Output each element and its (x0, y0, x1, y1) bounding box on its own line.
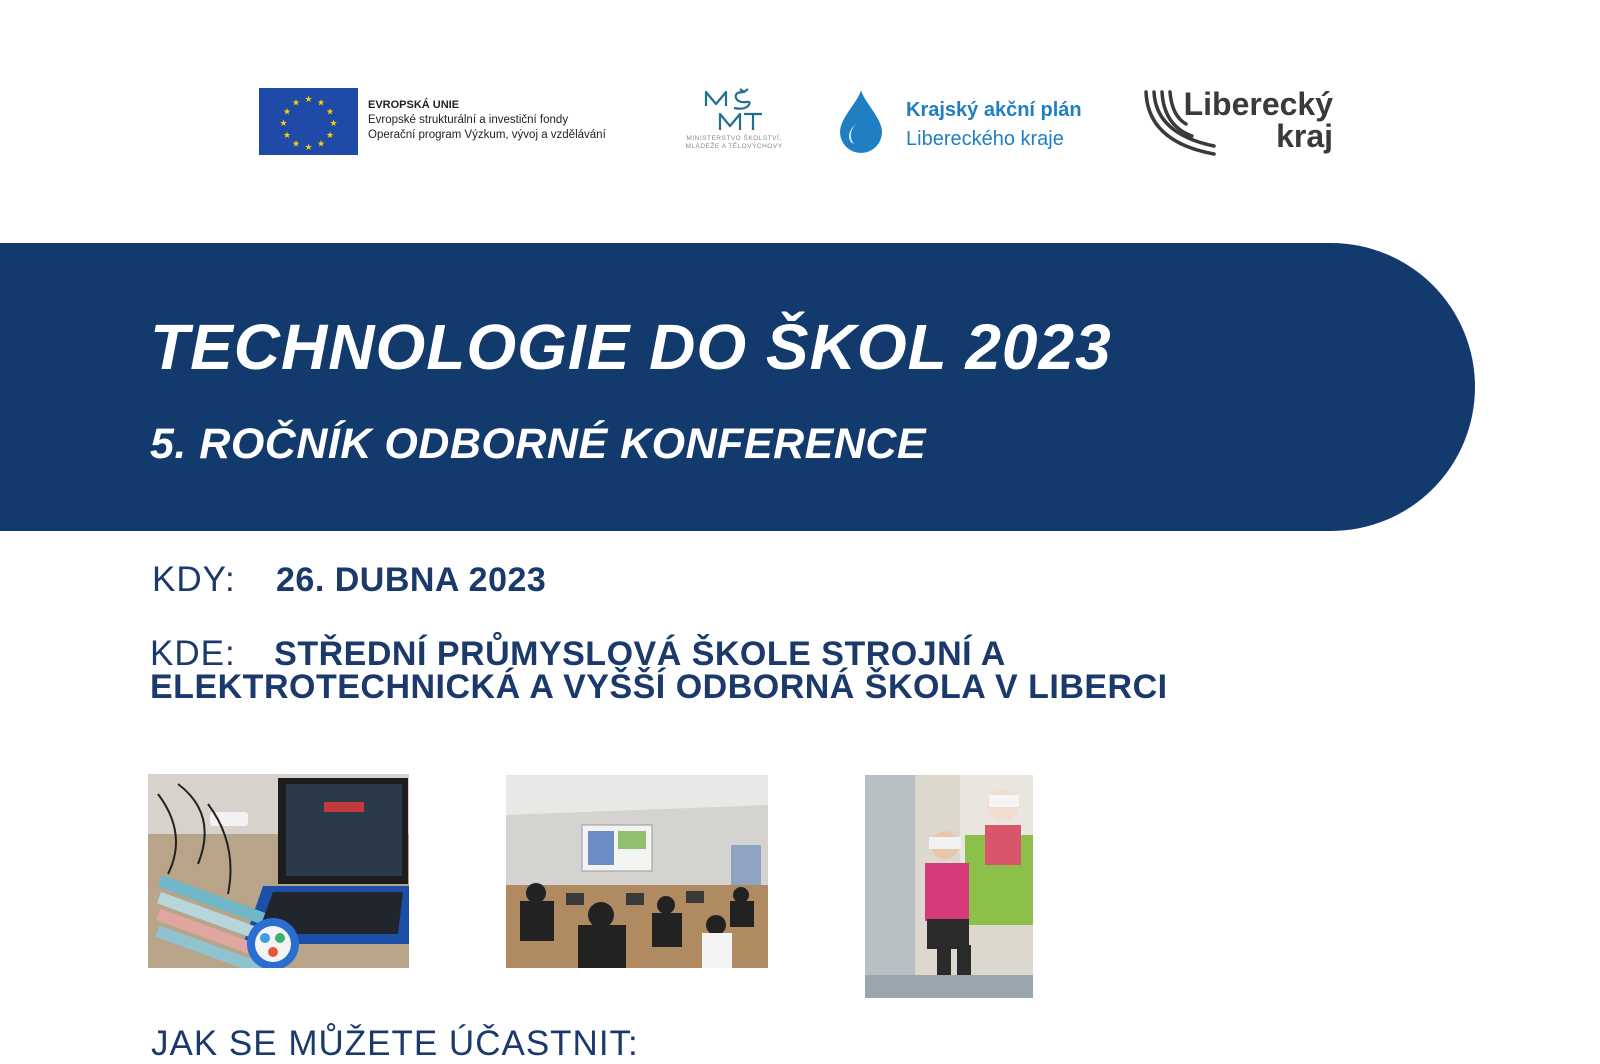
title-banner (0, 243, 1475, 531)
event-subtitle: 5. ROČNÍK ODBORNÉ KONFERENCE (150, 420, 927, 468)
msmt-logo-line2: MLÁDEŽE A TĚLOVÝCHOVY (685, 143, 783, 150)
svg-text:★: ★ (329, 118, 338, 128)
venue-value-line2: ELEKTROTECHNICKÁ A VYŠŠÍ ODBORNÁ ŠKOLA V LIBERCI (150, 668, 1168, 706)
svg-text:★: ★ (304, 142, 313, 152)
liberecky-kraj-line2: kraj (1276, 118, 1333, 154)
eu-logo-line2: Evropské strukturální a investiční fondy (368, 114, 569, 126)
svg-text:★: ★ (316, 138, 326, 149)
date-label: KDY: (152, 560, 236, 599)
event-title: TECHNOLOGIE DO ŠKOL 2023 (150, 311, 1112, 383)
msmt-logo-text (668, 135, 800, 151)
venue-value-line1: STŘEDNÍ PRŮMYSLOVÁ ŠKOLE STROJNÍ A (274, 635, 1006, 673)
msmt-logo-mark (700, 88, 770, 134)
liberecky-kraj-line1: Liberecký (1183, 86, 1333, 122)
eu-logo-line3: Operační program Výzkum, vývoj a vzdělávání (368, 129, 606, 141)
kap-logo-text (906, 96, 1082, 154)
kap-logo-line1: Krajský akční plán (906, 99, 1082, 121)
water-drop-icon (836, 88, 886, 156)
event-venue-row (150, 634, 1480, 707)
svg-text:★: ★ (282, 130, 292, 140)
svg-text:★: ★ (316, 97, 326, 108)
svg-text:★: ★ (282, 106, 292, 117)
date-value: 26. DUBNA 2023 (276, 561, 547, 599)
venue-label: KDE: (150, 634, 236, 673)
eu-logo-title: EVROPSKÁ UNIE (368, 99, 460, 111)
liberecky-kraj-logo-text (1173, 88, 1333, 152)
svg-text:★: ★ (279, 118, 288, 128)
partner-logos (0, 0, 1600, 190)
svg-text:★: ★ (291, 138, 301, 149)
svg-text:★: ★ (304, 94, 313, 104)
eu-flag-logo (259, 88, 358, 155)
svg-text:★: ★ (291, 97, 301, 108)
photo-laptop-and-robot (148, 774, 409, 968)
msmt-logo-line1: MINISTERSTVO ŠKOLSTVÍ, (686, 135, 782, 142)
participation-heading: JAK SE MŮŽETE ÚČASTNIT: (151, 1024, 639, 1063)
photo-vr-headset (865, 775, 1033, 998)
svg-text:★: ★ (325, 106, 335, 117)
photo-classroom-presentation (506, 775, 768, 968)
svg-text:★: ★ (325, 130, 335, 140)
eu-logo-text (368, 98, 606, 143)
kap-logo-line2: Libereckého kraje (906, 128, 1064, 150)
event-date-row (152, 560, 547, 600)
